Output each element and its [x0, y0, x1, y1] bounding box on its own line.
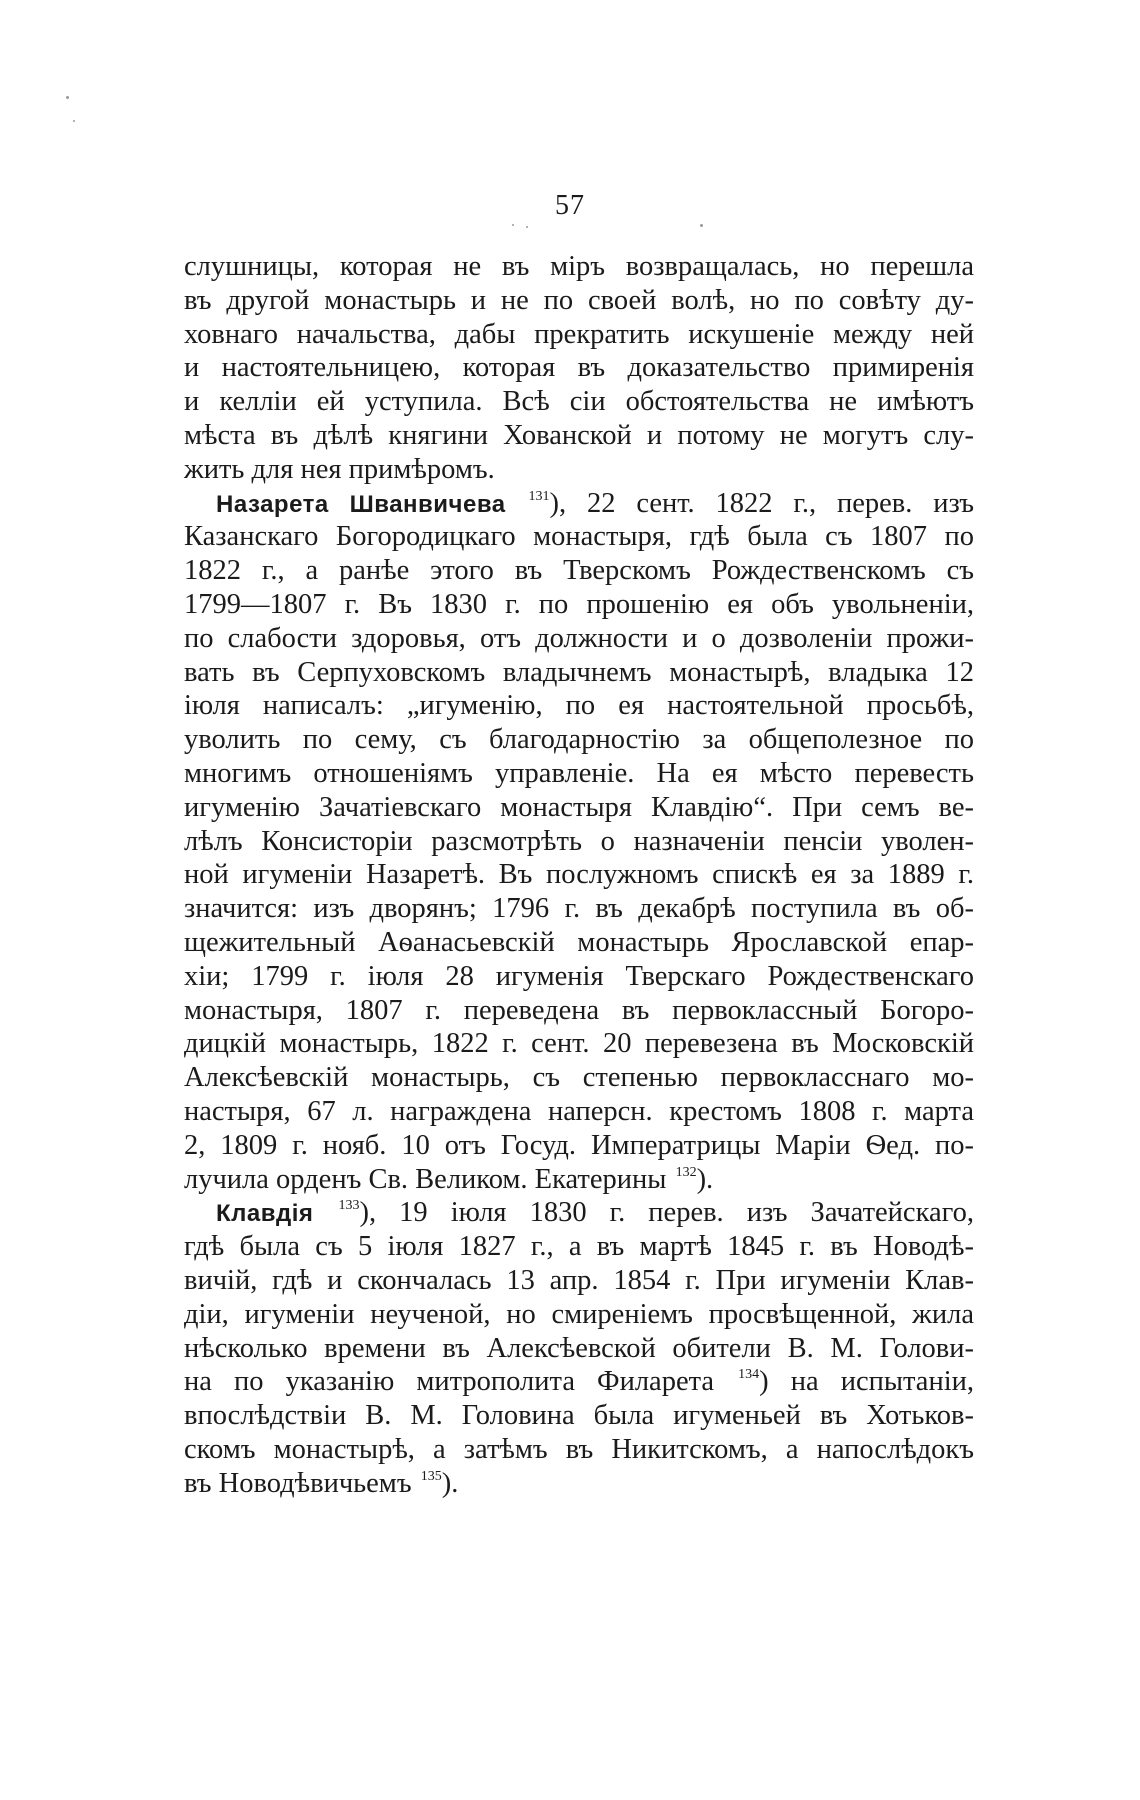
text-line: вать въ Серпуховскомъ владычнемъ монастырѣ, владыка 12 [184, 656, 974, 688]
text-line: слушницы, которая не въ міръ возвращалась, но перешла [184, 251, 974, 282]
entry-name-nazareta: Назарета Шванвичева [216, 490, 506, 518]
text-line: въ другой монастырь и не по своей волѣ, но по совѣту ду- [184, 284, 974, 316]
page-number: 57 [555, 190, 585, 221]
text-line: хіи; 1799 г. іюля 28 игуменія Тверскаго Рождественскаго [184, 960, 974, 992]
text-line: лѣлъ Консисторіи разсмотрѣть о назначеніи пенсіи уволен- [184, 825, 974, 857]
footnote-ref: 135 [420, 1468, 442, 1484]
text-line: 1799—1807 г. Въ 1830 г. по прошенію ея объ увольненіи, [184, 588, 974, 620]
text-line-footnote: въ Новодѣвичьемъ $^{135}$). [184, 1467, 459, 1499]
text-line: нѣсколько времени въ Алексѣевской обители В. М. Голови- [184, 1332, 974, 1364]
text-line: вичій, гдѣ и скончалась 13 апр. 1854 г. При игуменіи Клав- [184, 1264, 974, 1296]
text-line: діи, игуменіи неученой, но смиреніемъ просвѣщенной, жила [184, 1298, 974, 1330]
text-line: скомъ монастырѣ, а затѣмъ въ Никитскомъ, а напослѣдокъ [184, 1433, 974, 1465]
text-line: дицкій монастырь, 1822 г. сент. 20 перевезена въ Московскій [184, 1028, 974, 1060]
text-line: ховнаго начальства, дабы прекратить искушеніе между ней [184, 318, 974, 350]
text-line: по слабости здоровья, отъ должности и о дозволеніи прожи- [184, 622, 974, 654]
scan-speck [73, 120, 75, 122]
text-line: ной игуменіи Назаретѣ. Въ послужномъ спискѣ ея за 1889 г. [184, 859, 974, 891]
scan-speck [66, 96, 69, 99]
text-line: гдѣ была съ 5 іюля 1827 г., а въ мартѣ 1845 г. въ Новодѣ- [184, 1231, 974, 1263]
footnote-ref: 133 [338, 1198, 360, 1214]
footnote-ref: 131 [528, 488, 550, 504]
text-line: и настоятельницею, которая въ доказательство примиренія [184, 352, 974, 384]
scan-speck [512, 224, 514, 226]
text-line: значится: изъ дворянъ; 1796 г. въ декабрѣ поступила въ об- [184, 893, 974, 925]
entry-name-klavdia: Клавдія [216, 1200, 314, 1228]
entry-nazareta-line [184, 487, 974, 521]
text-line: мѣста въ дѣлѣ княгини Хованской и потому не могутъ слу- [184, 419, 974, 451]
text-line: іюля написалъ: „игуменію, по ея настоятельной просьбѣ, [184, 690, 974, 722]
text-line: игуменію Зачатіевскаго монастыря Клавдію“. При семъ ве- [184, 791, 974, 823]
text-line-footnote: на по указанію митрополита Филарета $^{134}$) на испытаніи, [184, 1366, 974, 1398]
text-line-footnote: лучила орденъ Св. Великом. Екатерины $^{132}$). [184, 1163, 714, 1195]
text-line: монастыря, 1807 г. переведена въ первоклассный Богоро- [184, 994, 974, 1026]
scan-speck [526, 226, 528, 228]
text-line: впослѣдствіи В. М. Головина была игуменьей въ Хотьков- [184, 1400, 974, 1432]
scan-speck [700, 224, 703, 227]
footnote-ref: 134 [738, 1367, 760, 1383]
text-line: жить для нея примѣромъ. [184, 453, 495, 485]
text-line: настыря, 67 л. награждена наперсн. крестомъ 1808 г. марта [184, 1095, 974, 1127]
text-line: и келліи ей уступила. Всѣ сіи обстоятельства не имѣютъ [184, 386, 974, 418]
entry-nazareta-text: ), 22 сент. 1822 г., перев. изъ [549, 487, 974, 519]
footnote-ref: 132 [675, 1164, 697, 1180]
text-line: 1822 г., а ранѣе этого въ Тверскомъ Рождественскомъ съ [184, 555, 974, 587]
text-line: 2, 1809 г. нояб. 10 отъ Госуд. Императрицы Маріи Ѳед. по- [184, 1129, 974, 1161]
text-line: многимъ отношеніямъ управленіе. На ея мѣсто перевесть [184, 757, 974, 789]
text-line: щежительный Аѳанасьевскій монастырь Ярославской епар- [184, 926, 974, 958]
entry-klavdia-line [184, 1196, 974, 1230]
text-line: Казанскаго Богородицкаго монастыря, гдѣ была съ 1807 по [184, 521, 974, 553]
entry-klavdia-text: ), 19 іюля 1830 г. перев. изъ Зачатейскаго, [359, 1197, 974, 1229]
text-line: Алексѣевскій монастырь, съ степенью первокласснаго мо- [184, 1062, 974, 1094]
body-text [184, 250, 974, 1500]
text-line: уволить по сему, съ благодарностію за общеполезное по [184, 724, 974, 756]
